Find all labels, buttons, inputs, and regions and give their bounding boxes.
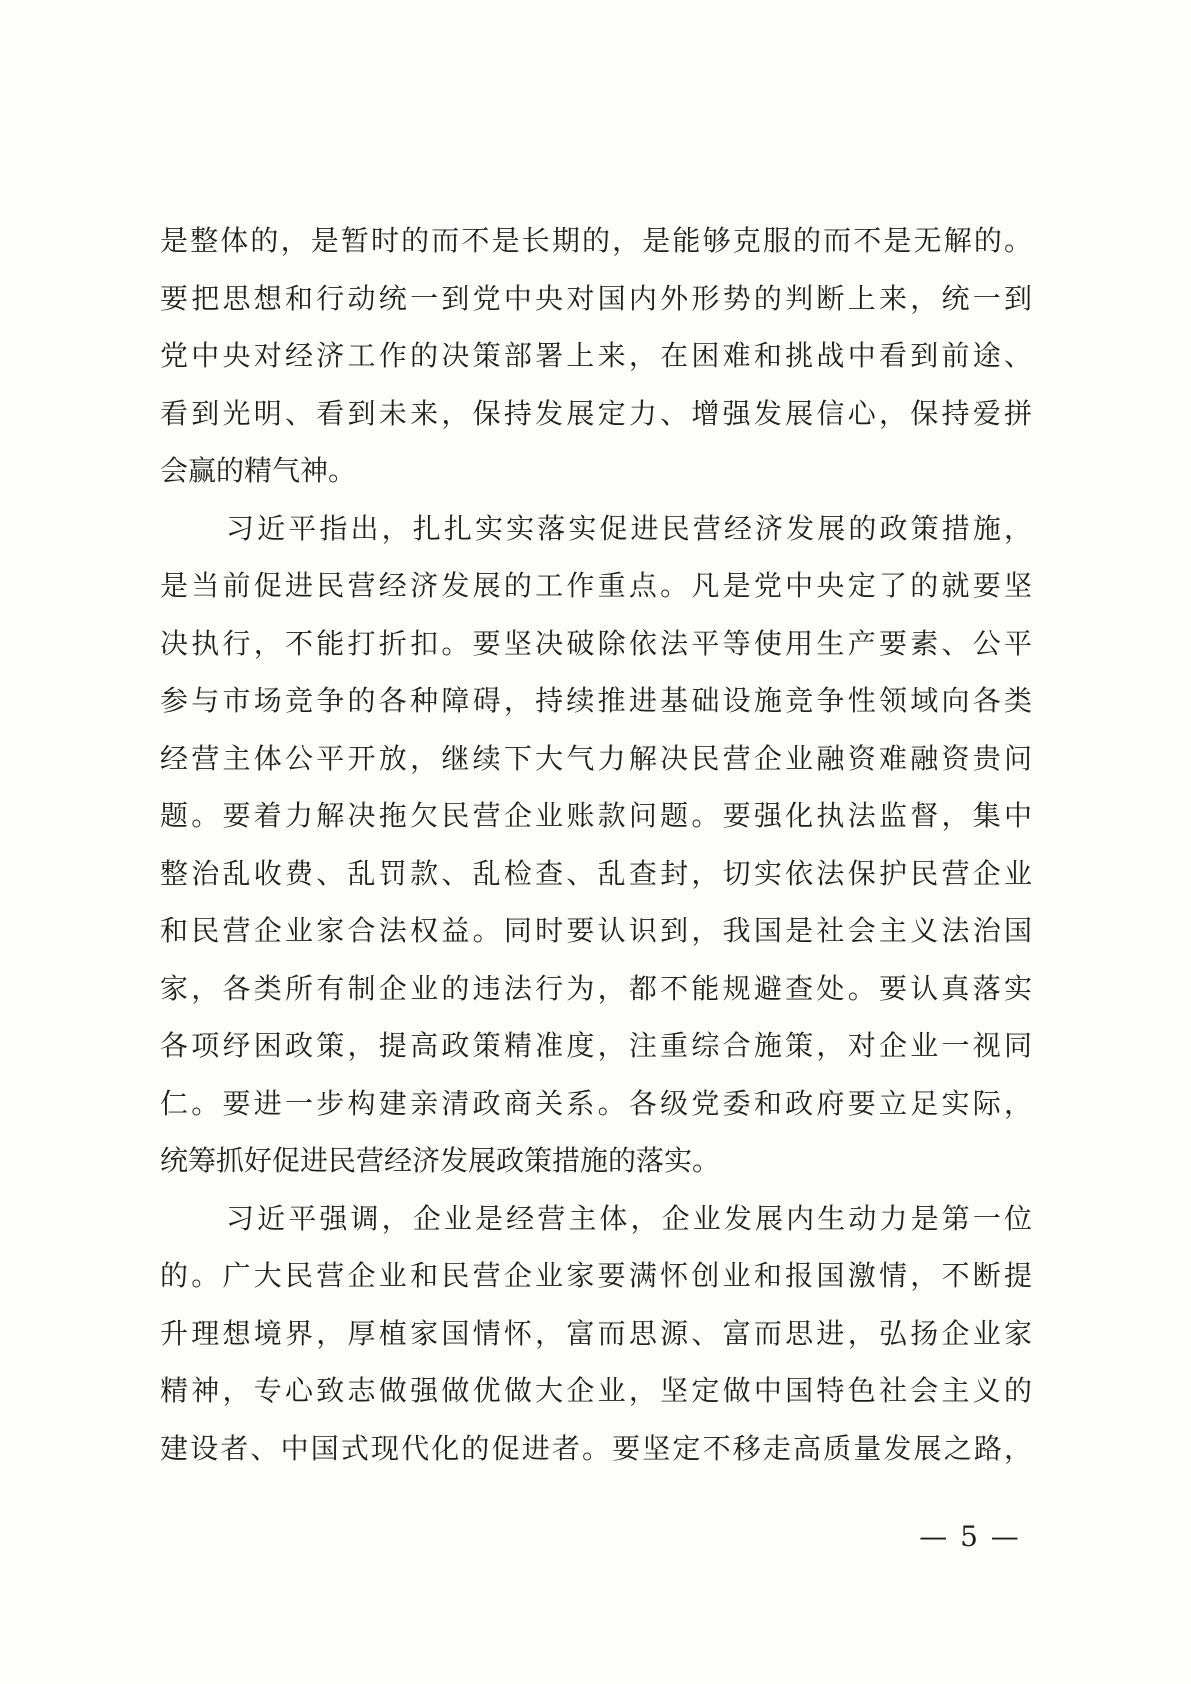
text-line: 和民营企业家合法权益。同时要认识到，我国是社会主义法治国	[160, 914, 1032, 947]
page-number: — 5 —	[919, 1520, 1021, 1553]
text-line: 统筹抓好促进民营经济发展政策措施的落实。	[160, 1144, 721, 1177]
text-line: 的。广大民营企业和民营企业家要满怀创业和报国激情，不断提	[160, 1259, 1032, 1292]
text-line: 整治乱收费、乱罚款、乱检查、乱查封，切实依法保护民营企业	[160, 856, 1032, 890]
paragraph-3	[160, 1190, 1032, 1478]
text-line: 是当前促进民营经济发展的工作重点。凡是党中央定了的就要坚	[160, 569, 1032, 602]
text-line: 家，各类所有制企业的违法行为，都不能规避查处。要认真落实	[160, 971, 1032, 1005]
text-line: 要把思想和行动统一到党中央对国内外形势的判断上来，统一到	[160, 281, 1032, 315]
text-line: 各项纾困政策，提高政策精准度，注重综合施策，对企业一视同	[160, 1029, 1032, 1062]
text-line: 是整体的，是暂时的而不是长期的，是能够克服的而不是无解的。	[160, 224, 1032, 257]
text-line: 参与市场竞争的各种障碍，持续推进基础设施竞争性领域向各类	[160, 684, 1032, 717]
paragraph-2	[160, 500, 1032, 1190]
text-line: 建设者、中国式现代化的促进者。要坚定不移走高质量发展之路，	[160, 1431, 1032, 1465]
text-line: 决执行，不能打折扣。要坚决破除依法平等使用生产要素、公平	[160, 626, 1032, 660]
text-line: 党中央对经济工作的决策部署上来，在困难和挑战中看到前途、	[160, 339, 1032, 372]
text-line: 精神，专心致志做强做优做大企业，坚定做中国特色社会主义的	[160, 1374, 1032, 1407]
text-line: 仁。要进一步构建亲清政商关系。各级党委和政府要立足实际，	[160, 1086, 1032, 1120]
text-line: 习近平强调，企业是经营主体，企业发展内生动力是第一位	[226, 1201, 1032, 1235]
text-line: 看到光明、看到未来，保持发展定力、增强发展信心，保持爱拼	[160, 396, 1032, 430]
paragraph-1	[160, 212, 1032, 500]
text-line: 题。要着力解决拖欠民营企业账款问题。要强化执法监督，集中	[160, 799, 1032, 832]
text-line: 习近平指出，扎扎实实落实促进民营经济发展的政策措施，	[226, 511, 1032, 545]
text-line: 会赢的精气神。	[160, 454, 357, 487]
text-line: 经营主体公平开放，继续下大气力解决民营企业融资难融资贵问	[160, 741, 1032, 775]
text-line: 升理想境界，厚植家国情怀，富而思源、富而思进，弘扬企业家	[160, 1316, 1032, 1350]
document-body	[160, 212, 1032, 1477]
